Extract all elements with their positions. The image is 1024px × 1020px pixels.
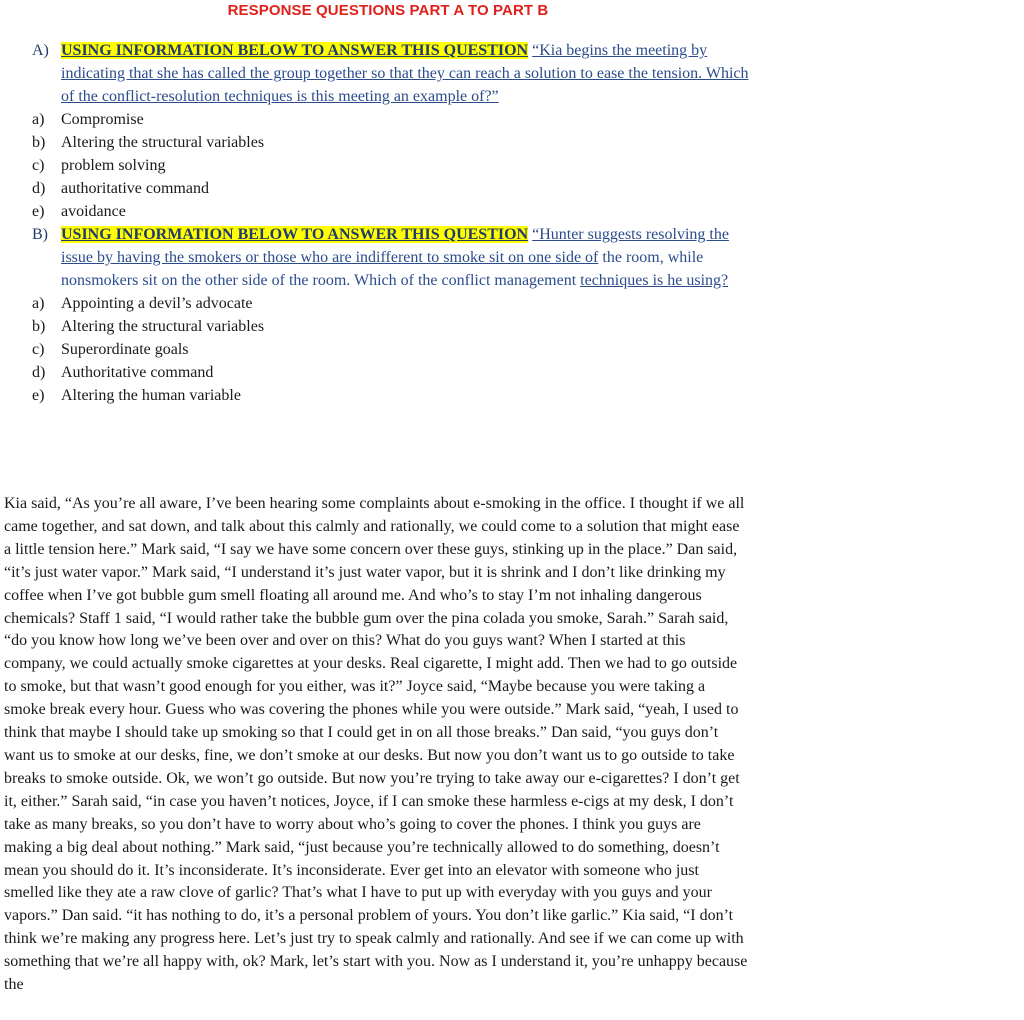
question-a-option — [32, 200, 752, 223]
option-letter: c) — [32, 341, 45, 358]
question-a-lead: USING INFORMATION BELOW TO ANSWER THIS QUESTION — [61, 42, 529, 59]
question-a-letter: A) — [32, 42, 49, 59]
option-letter: d) — [32, 364, 46, 381]
option-letter: c) — [32, 157, 45, 174]
option-letter: b) — [32, 318, 46, 335]
question-a-body — [61, 39, 752, 108]
option-label: Compromise — [61, 111, 144, 128]
option-label: avoidance — [61, 203, 126, 220]
question-b-option — [32, 338, 752, 361]
option-label: Altering the human variable — [61, 387, 241, 404]
question-b-option — [32, 292, 752, 315]
question-b — [32, 223, 752, 292]
question-b-text-1: “Hunter suggests resolving the issue by having the smokers or those who are indifferent to smoke sit on one side of — [61, 226, 729, 266]
question-b-text-2: the room, while nonsmokers sit on the other side of the room. Which of the conflict management — [61, 249, 704, 289]
question-b-text-3: techniques is he using? — [580, 272, 729, 289]
option-letter: a) — [32, 295, 45, 312]
option-letter: a) — [32, 111, 45, 128]
option-label: authoritative command — [61, 180, 209, 197]
option-letter: b) — [32, 134, 46, 151]
questions-section — [32, 39, 752, 407]
option-letter: e) — [32, 387, 45, 404]
question-a-option — [32, 131, 752, 154]
option-letter: d) — [32, 180, 46, 197]
option-label: Altering the structural variables — [61, 134, 265, 151]
option-label: Altering the structural variables — [61, 318, 265, 335]
question-a-text: “Kia begins the meeting by indicating that she has called the group together so that they can reach a solution to ease the tension. Which of the conflict-resolution techniques is this meeting an example of?” — [61, 42, 749, 105]
question-b-option — [32, 384, 752, 407]
option-label: Authoritative command — [61, 364, 214, 381]
question-a-option — [32, 108, 752, 131]
question-a — [32, 39, 752, 108]
question-a-option — [32, 177, 752, 200]
question-a-option — [32, 154, 752, 177]
dialogue-passage: Kia said, “As you’re all aware, I’ve been hearing some complaints about e-smoking in the office. I thought if we all came together, and sat down, and talk about this calmly and rationally, we could come to a solution that might ease a little tension here.” Mark said, “I say we have some concern over these guys, stinking up in the place.” Dan said, “it’s just water vapor.” Mark said, “I understand it’s just water vapor, but it is shrink and I don’t like drinking my coffee when I’ve got bubble gum smell floating all around me. And who’s to stay I’m not inhaling dangerous chemicals? Staff 1 said, “I would rather take the bubble gum over the pina colada you smoke, Sarah.” Sarah said, “do you know how long we’ve been over and over on this? What do you guys want? When I started at this company, we could actually smoke cigarettes at your desks. Real cigarette, I might add. Then we had to go outside to smoke, but that wasn’t good enough for you either, was it?” Joyce said, “Maybe because you were taking a smoke break every hour. Guess who was covering the phones while you were outside.” Mark said, “yeah, I used to think that maybe I should take up smoking so that I could get in on all those breaks.” Dan said, “you guys don’t want us to smoke at our desks, fine, we don’t smoke at our desks. But now you don’t want us to go outside to take breaks to smoke outside. Ok, we won’t go outside. But now you’re trying to take away our e-cigarettes? I don’t get it, either.” Sarah said, “in case you haven’t notices, Joyce, if I can smoke these harmless e-cigs at my desk, I don’t take as many breaks, so you don’t have to worry about who’s going to cover the phones. I think you guys are making a big deal about nothing.” Mark said, “just because you’re technically allowed to do something, doesn’t mean you should do it. It’s inconsiderate. It’s inconsiderate. Ever get into an elevator with someone who just smelled like they ate a raw clove of garlic? That’s what I have to put up with everyday with you guys and your vapors.” Dan said. “it has nothing to do, it’s a personal problem of yours. You don’t like garlic.” Kia said, “I don’t think we’re making any progress here. Let’s just try to speak calmly and rationally. And see if we can come up with something that we’re all happy with, ok? Mark, let’s start with you. Now as I understand it, you’re unhappy because the — [4, 495, 748, 994]
option-label: problem solving — [61, 157, 166, 174]
option-label: Appointing a devil’s advocate — [61, 295, 253, 312]
question-b-letter: B) — [32, 226, 48, 243]
page-title: RESPONSE QUESTIONS PART A TO PART B — [227, 2, 549, 19]
question-b-lead: USING INFORMATION BELOW TO ANSWER THIS QUESTION — [61, 226, 529, 243]
question-b-option — [32, 361, 752, 384]
question-b-body — [61, 223, 752, 292]
question-b-option — [32, 315, 752, 338]
option-letter: e) — [32, 203, 45, 220]
option-label: Superordinate goals — [61, 341, 189, 358]
